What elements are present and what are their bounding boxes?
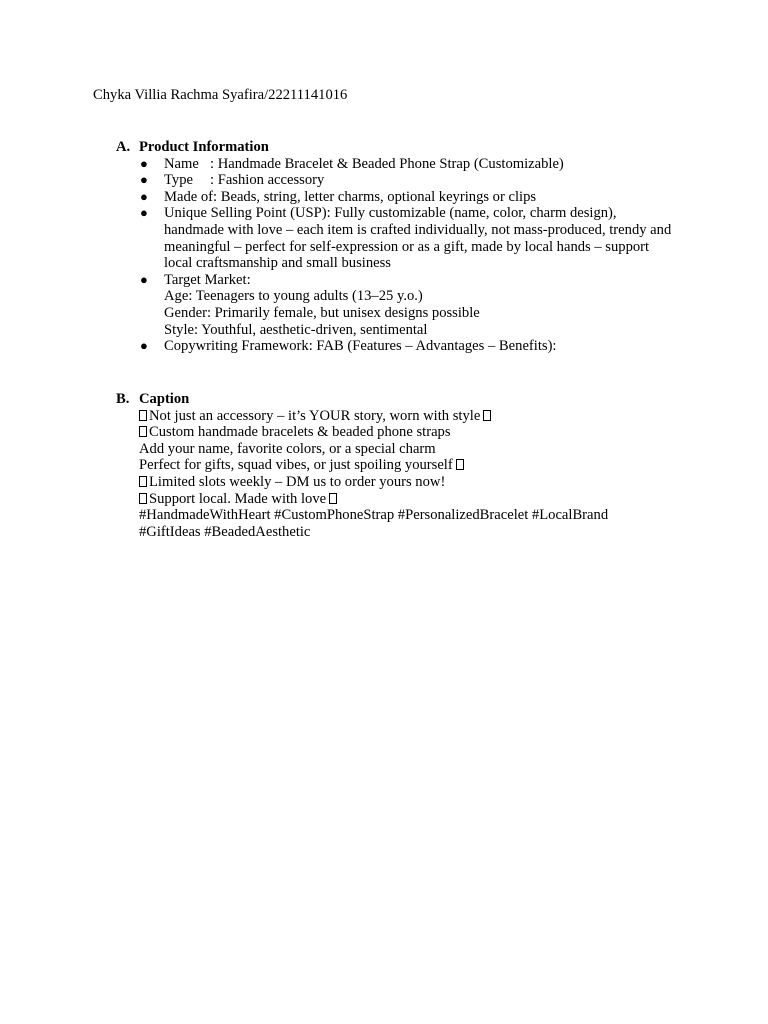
bullet-icon: ●	[140, 338, 148, 354]
bullet-icon: ●	[140, 205, 148, 221]
target-age: Age: Teenagers to young adults (13–25 y.o.)	[164, 288, 423, 305]
target-gender: Gender: Primarily female, but unisex designs possible	[164, 304, 480, 321]
author-line: Chyka Villia Rachma Syafira/22211141016	[93, 87, 348, 103]
caption-text: Perfect for gifts, squad vibes, or just spoiling yourself	[139, 457, 453, 474]
target-market-label: Target Market:	[164, 271, 251, 288]
caption-text: Not just an accessory – it’s YOUR story, worn with style	[149, 407, 481, 424]
caption-line	[139, 408, 676, 425]
list-item-name	[139, 156, 676, 173]
caption-text: Limited slots weekly – DM us to order yours now!	[149, 473, 446, 490]
section-caption	[116, 391, 676, 540]
section-a-title: Product Information	[139, 139, 269, 155]
product-info-list	[116, 156, 676, 355]
emoji-glyph-icon	[483, 410, 491, 421]
type-label: Type	[164, 172, 193, 189]
list-item-target-market	[139, 272, 676, 338]
emoji-glyph-icon	[139, 476, 147, 487]
section-b-title: Caption	[139, 391, 190, 407]
bullet-icon: ●	[140, 271, 148, 287]
type-value: : Fashion accessory	[210, 172, 325, 189]
name-label: Name	[164, 155, 199, 172]
section-a-heading	[116, 139, 676, 156]
target-style: Style: Youthful, aesthetic-driven, sentimental	[164, 321, 428, 338]
caption-line	[139, 441, 676, 458]
usp-text: Unique Selling Point (USP): Fully customizable (name, color, charm design), handmade with love – each item is crafted individually, not mass-produced, trendy and meaningful – perfect for self-expression or as a gift, made by local hands – support local craftsmanship and small business	[164, 205, 672, 272]
emoji-glyph-icon	[139, 426, 147, 437]
section-b-heading	[116, 391, 676, 408]
bullet-icon: ●	[140, 155, 148, 171]
caption-line	[139, 474, 676, 491]
caption-text: Add your name, favorite colors, or a special charm	[139, 440, 436, 457]
caption-line	[139, 457, 676, 474]
caption-lines	[139, 408, 676, 508]
emoji-glyph-icon	[139, 493, 147, 504]
emoji-glyph-icon	[329, 493, 337, 504]
emoji-glyph-icon	[456, 459, 464, 470]
list-item-made-of	[139, 189, 676, 206]
caption-line	[139, 491, 676, 508]
hashtags: #HandmadeWithHeart #CustomPhoneStrap #PersonalizedBracelet #LocalBrand #GiftIdeas #BeadedAesthetic	[139, 507, 609, 540]
bullet-icon: ●	[140, 172, 148, 188]
section-b-letter: B.	[116, 391, 130, 407]
emoji-glyph-icon	[139, 410, 147, 421]
name-value: : Handmade Bracelet & Beaded Phone Strap (Customizable)	[210, 155, 564, 172]
list-item-copywriting	[139, 338, 676, 355]
section-a-letter: A.	[116, 139, 131, 155]
list-item-type	[139, 172, 676, 189]
bullet-icon: ●	[140, 188, 148, 204]
made-of-text: Made of: Beads, string, letter charms, optional keyrings or clips	[164, 188, 537, 205]
caption-line	[139, 424, 676, 441]
caption-body	[116, 408, 676, 541]
copywriting-text: Copywriting Framework: FAB (Features – Advantages – Benefits):	[164, 338, 557, 355]
caption-text: Support local. Made with love	[149, 490, 327, 507]
caption-text: Custom handmade bracelets & beaded phone straps	[149, 424, 451, 441]
list-item-usp	[139, 205, 676, 271]
section-product-information	[116, 139, 676, 355]
